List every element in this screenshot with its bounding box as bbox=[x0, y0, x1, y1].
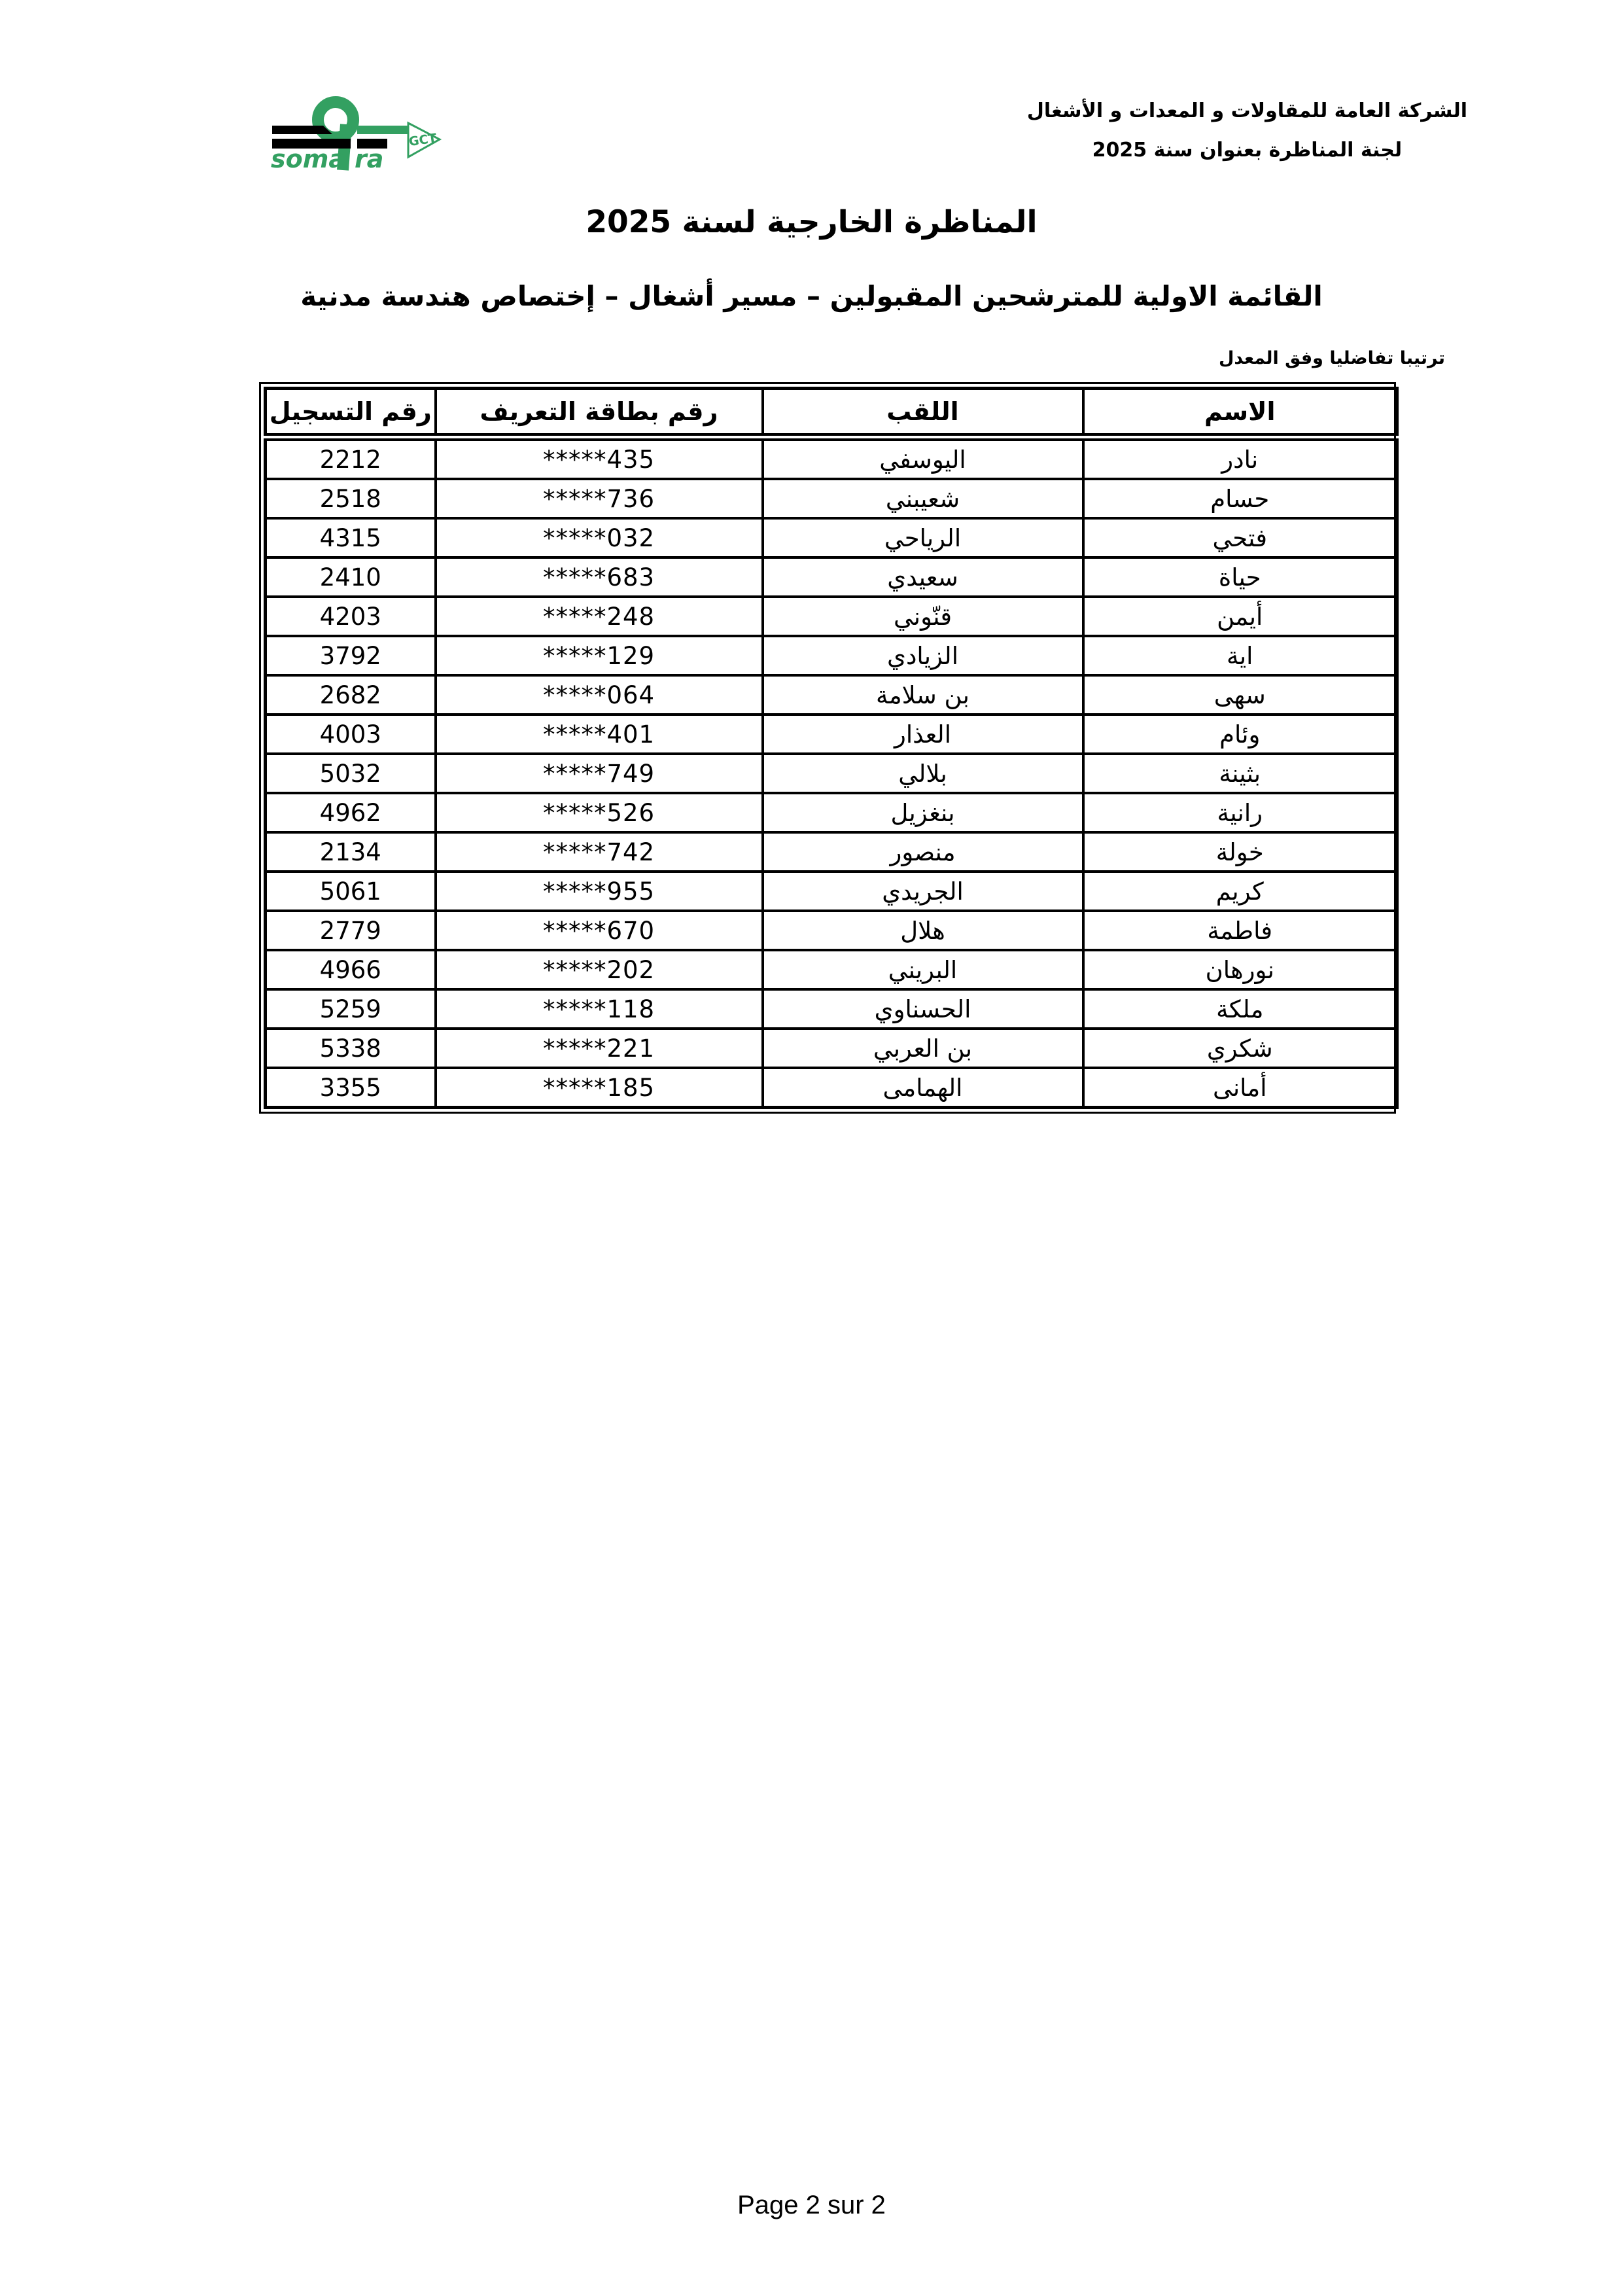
cell-id bbox=[436, 793, 763, 832]
cell-reg: 5061 bbox=[266, 872, 436, 911]
cell-id bbox=[436, 989, 763, 1029]
cell-name: ملكة bbox=[1083, 989, 1397, 1029]
cell-id bbox=[436, 1068, 763, 1108]
header-row bbox=[266, 389, 1397, 438]
cell-id bbox=[436, 872, 763, 911]
cell-surname: بلالي bbox=[763, 754, 1083, 793]
cell-surname: قنّوني bbox=[763, 597, 1083, 636]
cell-surname: منصور bbox=[763, 832, 1083, 872]
table-row bbox=[266, 636, 1397, 675]
cell-surname: الهمامى bbox=[763, 1068, 1083, 1108]
cell-surname: الحسناوي bbox=[763, 989, 1083, 1029]
cell-id bbox=[436, 950, 763, 989]
masked-id-value: *****955 bbox=[542, 877, 655, 906]
table-row bbox=[266, 832, 1397, 872]
table-body bbox=[266, 437, 1397, 1108]
cell-reg: 3792 bbox=[266, 636, 436, 675]
candidates-table-frame bbox=[259, 382, 1396, 1114]
cell-surname: الزيادي bbox=[763, 636, 1083, 675]
masked-id-value: *****435 bbox=[542, 445, 655, 474]
masked-id-value: *****670 bbox=[542, 916, 655, 945]
cell-surname: البريني bbox=[763, 950, 1083, 989]
masked-id-value: *****683 bbox=[542, 563, 655, 592]
page-subtitle: القائمة الاولية للمترشحين المقبولين – مسير أشغال – إختصاص هندسة مدنية bbox=[300, 280, 1323, 312]
masked-id-value: *****248 bbox=[542, 602, 655, 631]
cell-reg: 5338 bbox=[266, 1029, 436, 1068]
header-name: الاسم bbox=[1083, 389, 1397, 438]
header-id-card: رقم بطاقة التعريف bbox=[436, 389, 763, 438]
cell-name: أيمن bbox=[1083, 597, 1397, 636]
cell-reg: 3355 bbox=[266, 1068, 436, 1108]
cell-id bbox=[436, 437, 763, 479]
cell-id bbox=[436, 1029, 763, 1068]
cell-reg: 2779 bbox=[266, 911, 436, 950]
cell-surname: بن العربي bbox=[763, 1029, 1083, 1068]
table-row bbox=[266, 557, 1397, 597]
table-row bbox=[266, 872, 1397, 911]
masked-id-value: *****526 bbox=[542, 798, 655, 827]
masked-id-value: *****129 bbox=[542, 641, 655, 670]
candidates-table bbox=[264, 387, 1399, 1109]
page-number: Page 2 sur 2 bbox=[737, 2191, 886, 2219]
cell-surname: هلال bbox=[763, 911, 1083, 950]
logo-bar-top-left bbox=[272, 126, 332, 134]
header-registration: رقم التسجيل bbox=[266, 389, 436, 438]
cell-id bbox=[436, 479, 763, 518]
cell-name: فتحي bbox=[1083, 518, 1397, 557]
cell-reg: 5032 bbox=[266, 754, 436, 793]
cell-id bbox=[436, 911, 763, 950]
cell-reg: 4966 bbox=[266, 950, 436, 989]
table-row bbox=[266, 715, 1397, 754]
cell-name: كريم bbox=[1083, 872, 1397, 911]
cell-name: وئام bbox=[1083, 715, 1397, 754]
logo-bar-top-right bbox=[357, 126, 408, 134]
masked-id-value: *****742 bbox=[542, 838, 655, 866]
cell-name: نادر bbox=[1083, 437, 1397, 479]
table-row bbox=[266, 950, 1397, 989]
org-line1: الشركة العامة للمقاولات و المعدات و الأشغال bbox=[1026, 99, 1467, 122]
cell-surname: الرياحي bbox=[763, 518, 1083, 557]
masked-id-value: *****064 bbox=[542, 680, 655, 709]
table-row bbox=[266, 675, 1397, 715]
cell-surname: اليوسفي bbox=[763, 437, 1083, 479]
logo-text-soma: soma bbox=[271, 145, 345, 173]
cell-reg: 2212 bbox=[266, 437, 436, 479]
cell-name: رانية bbox=[1083, 793, 1397, 832]
masked-id-value: *****185 bbox=[542, 1073, 655, 1102]
table-row bbox=[266, 479, 1397, 518]
masked-id-value: *****202 bbox=[542, 955, 655, 984]
cell-name: أمانى bbox=[1083, 1068, 1397, 1108]
cell-reg: 2134 bbox=[266, 832, 436, 872]
masked-id-value: *****221 bbox=[542, 1034, 655, 1063]
cell-id bbox=[436, 832, 763, 872]
org-line2: لجنة المناظرة بعنوان سنة 2025 bbox=[1092, 139, 1403, 162]
header-surname: اللقب bbox=[763, 389, 1083, 438]
masked-id-value: *****401 bbox=[542, 720, 655, 749]
cell-id bbox=[436, 557, 763, 597]
cell-name: اية bbox=[1083, 636, 1397, 675]
cell-reg: 4003 bbox=[266, 715, 436, 754]
cell-surname: شعيبني bbox=[763, 479, 1083, 518]
cell-reg: 2410 bbox=[266, 557, 436, 597]
page-title: المناظرة الخارجية لسنة 2025 bbox=[585, 204, 1038, 240]
cell-surname: العذار bbox=[763, 715, 1083, 754]
table-row bbox=[266, 597, 1397, 636]
table-row bbox=[266, 437, 1397, 479]
cell-surname: الجريدي bbox=[763, 872, 1083, 911]
cell-name: بثينة bbox=[1083, 754, 1397, 793]
cell-name: خولة bbox=[1083, 832, 1397, 872]
cell-surname: بن سلامة bbox=[763, 675, 1083, 715]
company-logo bbox=[268, 84, 445, 188]
cell-name: سهى bbox=[1083, 675, 1397, 715]
table-row bbox=[266, 1068, 1397, 1108]
cell-surname: سعيدي bbox=[763, 557, 1083, 597]
cell-reg: 5259 bbox=[266, 989, 436, 1029]
logo-text-gct: GCT bbox=[408, 131, 438, 149]
cell-name: فاطمة bbox=[1083, 911, 1397, 950]
cell-id bbox=[436, 597, 763, 636]
cell-name: شكري bbox=[1083, 1029, 1397, 1068]
table-row bbox=[266, 1029, 1397, 1068]
table-header bbox=[266, 389, 1397, 438]
ranking-note: ترتيبا تفاضليا وفق المعدل bbox=[1219, 348, 1445, 368]
cell-name: نورهان bbox=[1083, 950, 1397, 989]
masked-id-value: *****118 bbox=[542, 995, 655, 1023]
masked-id-value: *****749 bbox=[542, 759, 655, 788]
cell-reg: 4203 bbox=[266, 597, 436, 636]
masked-id-value: *****032 bbox=[542, 523, 655, 552]
cell-reg: 2682 bbox=[266, 675, 436, 715]
cell-reg: 4962 bbox=[266, 793, 436, 832]
table-row bbox=[266, 518, 1397, 557]
cell-id bbox=[436, 715, 763, 754]
cell-reg: 4315 bbox=[266, 518, 436, 557]
cell-name: حياة bbox=[1083, 557, 1397, 597]
cell-name: حسام bbox=[1083, 479, 1397, 518]
cell-id bbox=[436, 675, 763, 715]
cell-id bbox=[436, 754, 763, 793]
logo-text-ra: ra bbox=[355, 145, 384, 173]
cell-reg: 2518 bbox=[266, 479, 436, 518]
masked-id-value: *****736 bbox=[542, 484, 655, 513]
cell-surname: بنغزيل bbox=[763, 793, 1083, 832]
table-row bbox=[266, 911, 1397, 950]
table-row bbox=[266, 793, 1397, 832]
org-header bbox=[1027, 92, 1467, 170]
table-row bbox=[266, 754, 1397, 793]
cell-id bbox=[436, 636, 763, 675]
cell-id bbox=[436, 518, 763, 557]
table-row bbox=[266, 989, 1397, 1029]
